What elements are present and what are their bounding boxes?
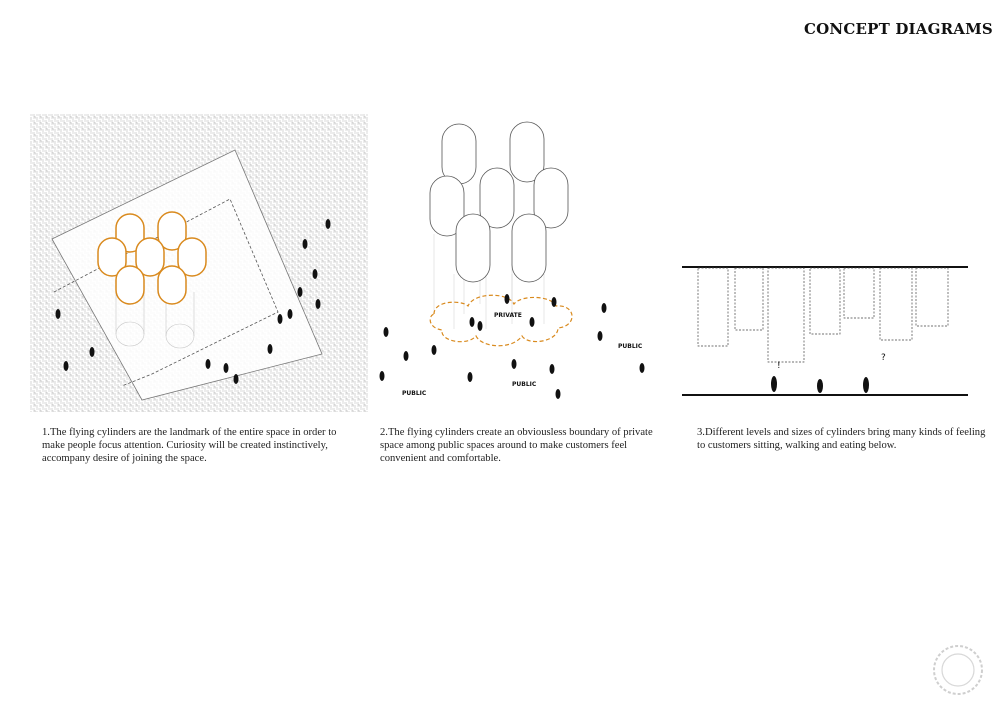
public-label-2: PUBLIC	[512, 381, 537, 388]
exclaim-mark: !	[777, 361, 781, 371]
public-label-1: PUBLIC	[402, 390, 427, 397]
question-mark: ?	[881, 353, 886, 363]
watermark-seal	[928, 640, 988, 700]
diagram-landmark	[30, 114, 368, 412]
private-label: PRIVATE	[494, 312, 522, 319]
caption-levels: 3.Different levels and sizes of cylinders bring many kinds of feeling to customers sitting, walking and eating below.	[697, 427, 986, 452]
people-figures	[771, 376, 869, 393]
hanging-cylinders	[698, 268, 948, 362]
private-boundary	[430, 295, 572, 346]
caption-boundary: 2.The flying cylinders create an obviousless boundary of private space among public spaces around to make customers feel convenient and comfortable.	[380, 427, 653, 465]
public-label-3: PUBLIC	[618, 343, 643, 350]
grey-cylinders	[430, 122, 568, 282]
page-title: CONCEPT DIAGRAMS	[804, 20, 993, 38]
diagram-section	[680, 240, 980, 415]
caption-landmark: 1.The flying cylinders are the landmark of the entire space in order to make people focus attention. Curiosity will be created instinctively, accompany desire of joining the space.	[42, 427, 337, 465]
diagram-boundary	[372, 114, 672, 412]
